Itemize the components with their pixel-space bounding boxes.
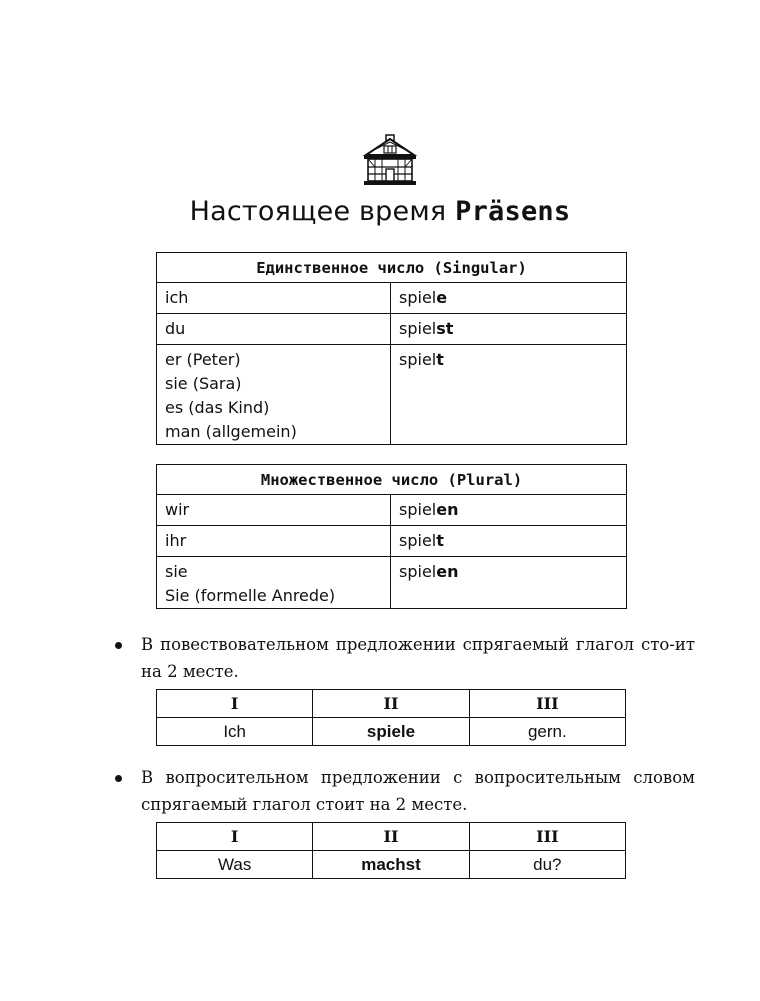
table-row: [157, 718, 626, 746]
verb-cell: spielt: [391, 345, 627, 445]
verb-cell: spielen: [391, 495, 627, 526]
word-cell: Was: [157, 851, 313, 879]
position-header: III: [469, 823, 625, 851]
table-row: [157, 557, 627, 609]
pronoun-cell: ihr: [157, 526, 391, 557]
bullet-text: В вопросительном предложении с вопросительным словом спрягаемый глагол стоит на 2 месте.: [141, 768, 695, 814]
position-header: II: [313, 690, 469, 718]
position-header: III: [469, 690, 625, 718]
position-header: I: [157, 823, 313, 851]
table-row: [157, 495, 627, 526]
table-row: [157, 283, 627, 314]
bullet-dot: [115, 642, 122, 649]
pronoun-cell: wir: [157, 495, 391, 526]
house-icon: [362, 133, 418, 187]
word-cell: gern.: [469, 718, 625, 746]
plural-table: [156, 464, 627, 609]
bullet-item: [115, 631, 695, 685]
position-header: I: [157, 690, 313, 718]
pronoun-cell: ich: [157, 283, 391, 314]
bullet-dot: [115, 775, 122, 782]
pronoun-cell: du: [157, 314, 391, 345]
word-order-table: [156, 822, 626, 879]
page-title: [0, 196, 760, 227]
singular-table: [156, 252, 627, 445]
table-header: Множественное число (Plural): [157, 465, 627, 495]
word-order-table: [156, 689, 626, 746]
bullet-text: В повествовательном предложении спрягаемый глагол сто-ит на 2 месте.: [141, 635, 695, 681]
verb-cell: spielen: [391, 557, 627, 609]
verb-cell: machst: [313, 851, 469, 879]
bullet-item: [115, 764, 695, 818]
word-cell: du?: [469, 851, 625, 879]
table-row: [157, 526, 627, 557]
table-row: [157, 690, 626, 718]
table-row: [157, 823, 626, 851]
pronoun-cell: er (Peter) sie (Sara) es (das Kind) man (allgemein): [157, 345, 391, 445]
title-text: Настоящее время: [189, 196, 447, 227]
verb-cell: spiele: [391, 283, 627, 314]
verb-cell: spielt: [391, 526, 627, 557]
word-cell: Ich: [157, 718, 313, 746]
table-header: Единственное число (Singular): [157, 253, 627, 283]
verb-cell: spiele: [313, 718, 469, 746]
table-row: [157, 345, 627, 445]
title-bold: Präsens: [455, 196, 571, 227]
position-header: II: [313, 823, 469, 851]
table-row: [157, 314, 627, 345]
pronoun-cell: sie Sie (formelle Anrede): [157, 557, 391, 609]
table-row: [157, 851, 626, 879]
verb-cell: spielst: [391, 314, 627, 345]
